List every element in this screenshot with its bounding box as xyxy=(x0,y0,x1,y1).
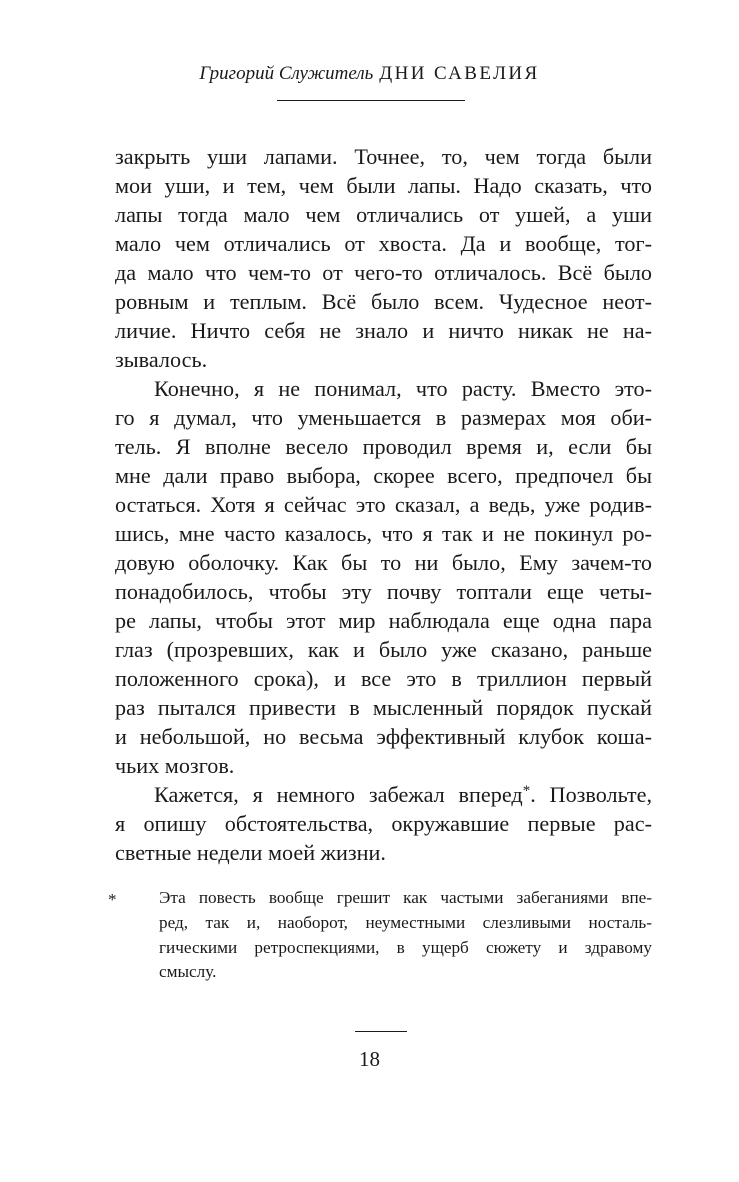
text-line: довую оболочку. Как бы то ни было, Ему зачем-то xyxy=(115,550,652,575)
text-line: мне дали право выбора, скорее всего, предпочел бы xyxy=(115,463,652,488)
text-line: закрыть уши лапами. Точнее, то, чем тогда были xyxy=(115,144,652,169)
running-head-author: Григорий Служитель xyxy=(199,63,374,84)
text-line: понадобилось, чтобы эту почву топтали еще четы- xyxy=(115,579,652,604)
text-line: светные недели моей жизни. xyxy=(115,840,386,865)
page-number: 18 xyxy=(359,1047,380,1071)
text-line: зывалось. xyxy=(115,347,208,372)
paragraph-3 xyxy=(115,780,652,867)
text-line: Конечно, я не понимал, что расту. Вместо это- xyxy=(154,376,652,401)
text-line: личие. Ничто себя не знало и ничто никак не на- xyxy=(115,318,652,343)
text-line xyxy=(115,780,652,809)
text-fragment: Кажется, я немного забежал вперед xyxy=(154,782,523,807)
header-rule xyxy=(277,100,465,101)
text-line: чьих мозгов. xyxy=(115,753,235,778)
text-line: ровным и теплым. Всё было всем. Чудесное неот- xyxy=(115,289,652,314)
text-line: мало чем отличались от хвоста. Да и вообще, тог- xyxy=(115,231,652,256)
body-text xyxy=(115,142,652,867)
text-line: шись, мне часто казалось, что я так и не покинул ро- xyxy=(115,521,652,546)
running-head xyxy=(0,62,739,86)
footnote-line: ред, так и, наоборот, неуместными слезливыми носталь- xyxy=(159,912,652,932)
page-number-rule xyxy=(355,1031,407,1032)
footnote-line: гическими ретроспекциями, в ущерб сюжету и здравому xyxy=(159,937,652,957)
text-line: я опишу обстоятельства, окружавшие первые рас- xyxy=(115,811,652,836)
paragraph-1 xyxy=(115,142,652,374)
paragraph-2 xyxy=(115,374,652,780)
text-line: и небольшой, но весьма эффективный клубок коша- xyxy=(115,724,652,749)
text-fragment: . Позвольте, xyxy=(530,782,652,807)
text-line: раз пытался привести в мысленный порядок пускай xyxy=(115,695,652,720)
footnote-reference: * xyxy=(522,783,531,799)
text-line: тель. Я вполне весело проводил время и, если бы xyxy=(115,434,652,459)
footnote-line: Эта повесть вообще грешит как частыми забеганиями впе- xyxy=(159,888,652,907)
text-line: мои уши, и тем, чем были лапы. Надо сказать, что xyxy=(115,173,652,198)
text-line: ре лапы, чтобы этот мир наблюдала еще одна пара xyxy=(115,608,652,633)
text-line: лапы тогда мало чем отличались от ушей, а уши xyxy=(115,202,652,227)
footnote xyxy=(159,886,652,985)
text-line: остаться. Хотя я сейчас это сказал, а ведь, уже родив- xyxy=(115,492,652,517)
text-line: го я думал, что уменьшается в размерах моя оби- xyxy=(115,405,652,430)
text-line: да мало что чем-то от чего-то отличалось. Всё было xyxy=(115,260,652,285)
text-line: положенного срока), и все это в триллион первый xyxy=(115,666,652,691)
running-head-book-title: ДНИ САВЕЛИЯ xyxy=(379,63,540,84)
footnote-line: смыслу. xyxy=(159,962,217,982)
text-line: глаз (прозревших, как и было уже сказано, раньше xyxy=(115,637,652,662)
footnote-marker: * xyxy=(108,890,117,909)
